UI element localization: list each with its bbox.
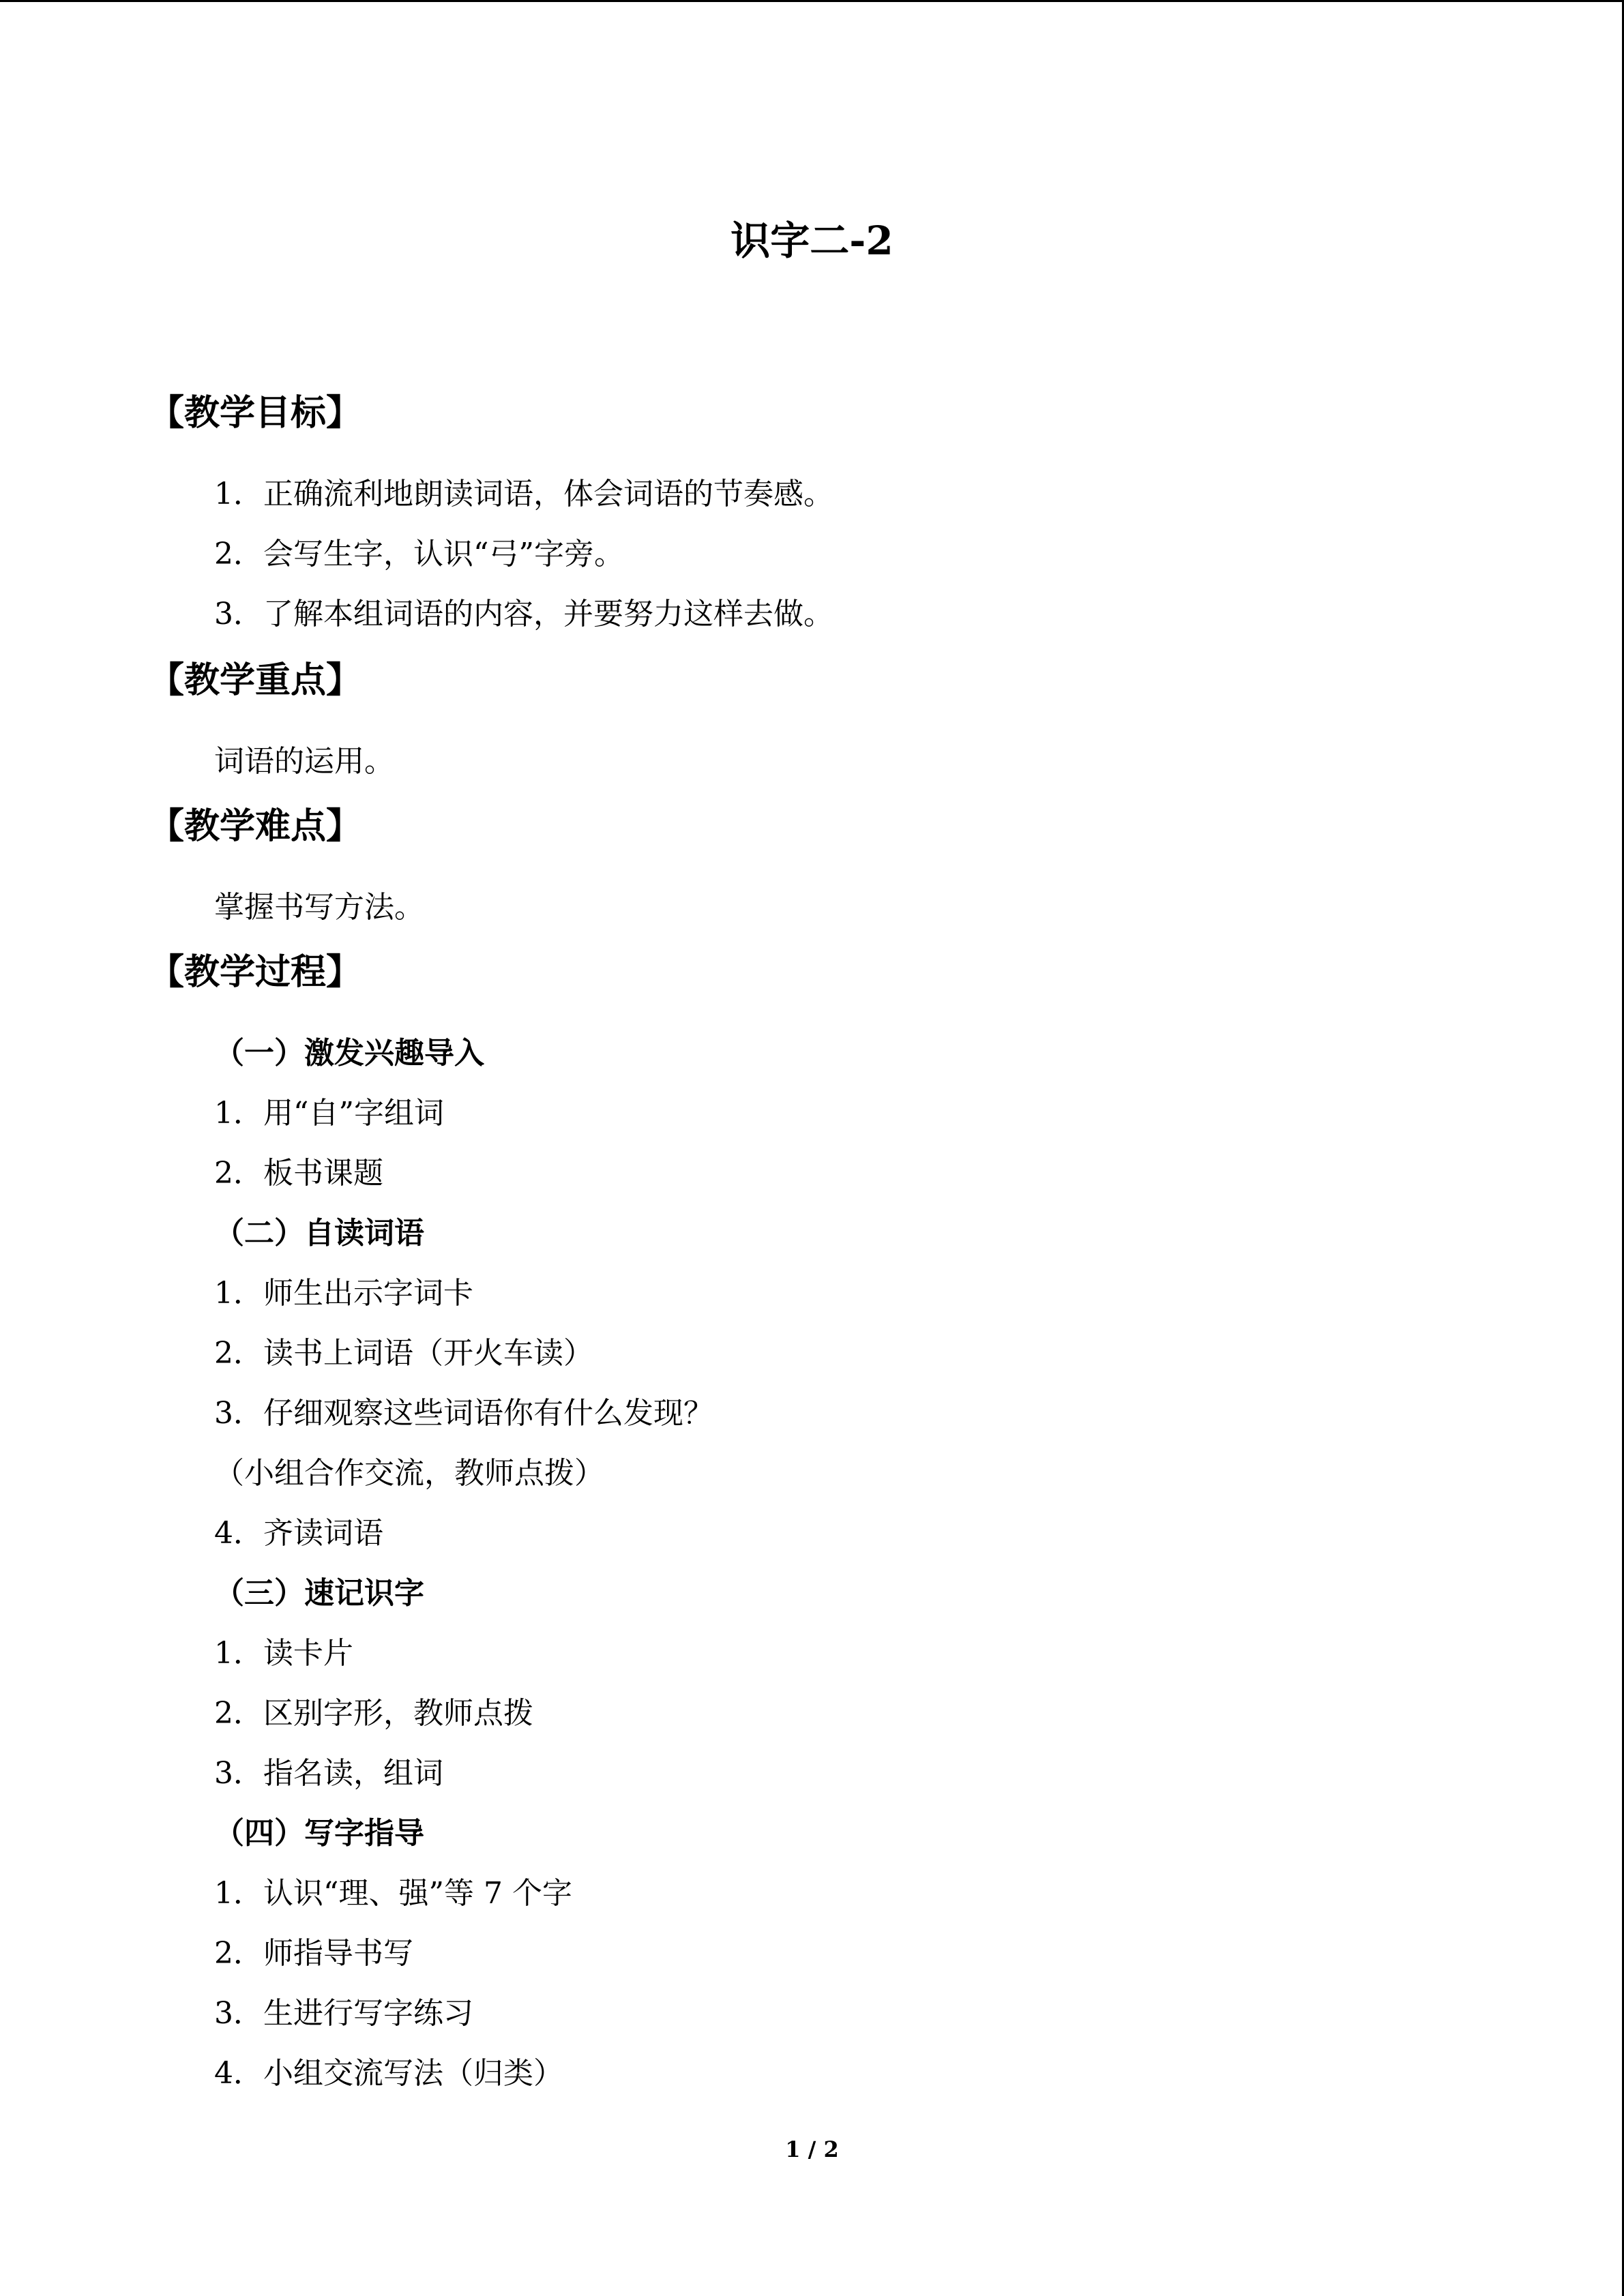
page-border-top (0, 0, 1624, 2)
process-item: 1．师生出示字词卡 (214, 1276, 473, 1311)
process-part-title: （三）速记识字 (214, 1576, 424, 1611)
process-item: 2．师指导书写 (214, 1936, 413, 1971)
key-points-text: 词语的运用。 (214, 744, 394, 779)
process-item: 3．仔细观察这些词语你有什么发现？ (214, 1396, 713, 1431)
process-part-title: （二）自读词语 (214, 1216, 424, 1251)
document-title: 识字二-2 (730, 218, 894, 264)
process-part-title: （一）激发兴趣导入 (214, 1036, 484, 1071)
page-number: 1 / 2 (785, 2136, 839, 2162)
process-item: （小组合作交流，教师点拨） (214, 1456, 604, 1491)
goal-item-3: 3．了解本组词语的内容，并要努力这样去做。 (214, 597, 833, 631)
difficulties-text: 掌握书写方法。 (214, 890, 424, 925)
process-item: 2．区别字形，教师点拨 (214, 1696, 533, 1731)
process-item: 3．指名读，组词 (214, 1756, 443, 1791)
process-item: 2．板书课题 (214, 1156, 383, 1191)
process-part-title: （四）写字指导 (214, 1816, 424, 1851)
goal-item-1: 1．正确流利地朗读词语，体会词语的节奏感。 (214, 477, 833, 511)
goal-item-2: 2．会写生字，认识“弓”字旁。 (214, 537, 624, 571)
process-item: 3．生进行写字练习 (214, 1996, 473, 2031)
process-item: 2．读书上词语（开火车读） (214, 1336, 593, 1371)
process-item: 1．认识“理、强”等 7 个字 (214, 1876, 572, 1911)
process-item: 1．用“自”字组词 (214, 1096, 444, 1131)
section-heading-goals: 【教学目标】 (149, 392, 362, 434)
section-heading-process: 【教学过程】 (149, 951, 362, 993)
process-item: 1．读卡片 (214, 1636, 353, 1671)
process-item: 4．小组交流写法（归类） (214, 2056, 563, 2091)
section-heading-difficulties: 【教学难点】 (149, 805, 362, 847)
process-item: 4．齐读词语 (214, 1516, 383, 1551)
section-heading-key-points: 【教学重点】 (149, 659, 362, 701)
